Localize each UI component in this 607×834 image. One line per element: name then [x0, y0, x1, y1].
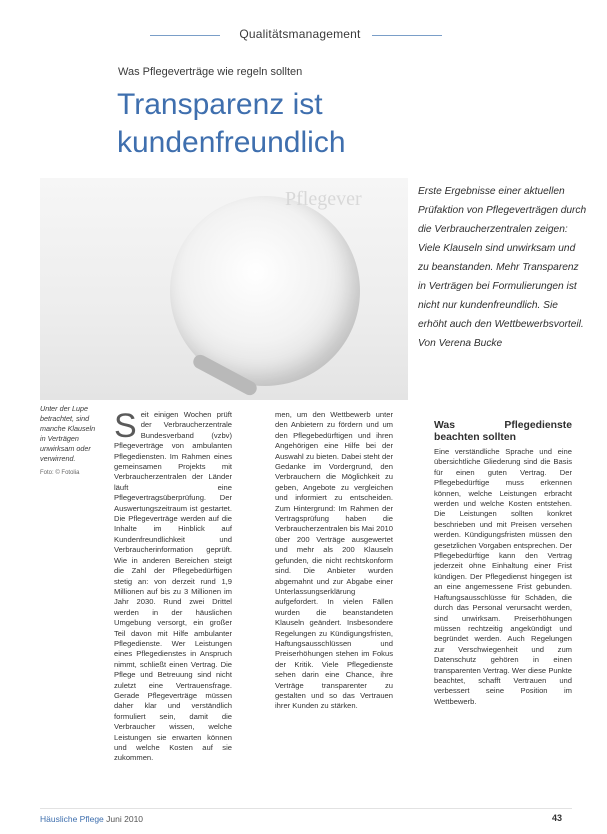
body-column-1-text: eit einigen Wochen prüft der Verbraucherzentrale Bundesverband (vzbv) Pflegeverträge von ambulanten Pflegediensten. Im Rahmen eines gemeinsamen Projekts mit Verbraucherzentralen der Länder läuft eine Pflegevertragsüberprüfung. Der Auswertungszeitraum ist gestartet. Die Pflegeverträge werden auf die Inhalte im Hinblick auf Kundenfreundlichkeit und Verbraucherinformation geprüft. Wie in anderen Bereichen steigt die Zahl der Pflegebedürftigen stetig an: von derzeit rund 1,9 Millionen auf bis zu 3 Millionen im Jahr 2030. Rund zwei Drittel werden in der häuslichen Umgebung versorgt, ein großer Teil davon mit Hilfe ambulanter Pflegedienste. Wer Leistungen eines Pflegedienstes in Anspruch nimmt, schließt einen Vertrag. Die Pflege und Betreuung sind nicht zuletzt eine Vertrauensfrage. Gerade Pflegeverträge müssen daher klar und verständlich formuliert sein, damit die Verbraucher wissen, welche Leistungen sie erwarten können und welche Kosten auf sie zukommen. — [114, 410, 232, 763]
article-kicker: Was Pflegeverträge wie regeln sollten — [118, 66, 303, 78]
photo-background-text: Pflegever — [285, 188, 362, 210]
photo-credit: Foto: © Fotolia — [40, 470, 80, 476]
body-column-1 — [114, 407, 232, 764]
article-headline — [117, 86, 447, 162]
magnifying-glass-photo — [40, 178, 408, 400]
headline-line-2: kundenfreundlich — [117, 126, 346, 159]
article-lede — [418, 182, 588, 353]
body-column-2 — [275, 410, 393, 712]
section-subhead: Was Pflegedienste beachten sollten — [434, 420, 572, 443]
page-number: 43 — [552, 813, 563, 823]
drop-cap: S — [114, 407, 137, 445]
article-byline: Von Verena Bucke — [418, 338, 503, 349]
section-rule-left — [150, 35, 220, 36]
issue-date: Juni 2010 — [106, 814, 144, 824]
magazine-name: Häusliche Pflege — [40, 814, 104, 824]
body-column-2-text: men, um den Wettbewerb unter den Anbietern zu fördern und um den Pflegebedürftigen und ihren Angehörigen eine Hilfe bei der Auswahl zu bieten. Dabei steht der Gedanke im Vordergrund, den Verbrauchern die Möglichkeit zu geben, Angebote zu vergleichen und informiert zu entscheiden. Zum Hintergrund: Im Rahmen der Vertragsprüfung haben die Verbraucherzentralen bis Mai 2010 über 200 Verträge ausgewertet und mehr als 200 Klauseln gefunden, die nicht rechtskonform sind. Die Anbieter wurden abgemahnt und zur Abgabe einer Unterlassungserklärung aufgefordert. In vielen Fällen wurden die beanstandeten Klauseln geändert. Insbesondere Regelungen zu Kündigungsfristen, Haftungsausschlüssen und Preiserhöhungen stehen im Fokus der Kritik. Viele Pflegedienste sehen darin eine Chance, ihre Verträge transparenter zu gestalten und so das Vertrauen ihrer Kunden zu stärken. — [275, 410, 393, 711]
footer-publication — [40, 814, 143, 824]
caption-text: Unter der Lupe betrachtet, sind manche Klauseln in Verträgen unwirksam oder verwirrend. — [40, 404, 96, 463]
body-column-3 — [434, 420, 572, 707]
section-label: Qualitätsmanagement — [239, 27, 361, 41]
lede-text: Erste Ergebnisse einer aktuellen Prüfaktion von Pflegeverträgen durch die Verbraucherzentralen zeigen: Viele Klauseln sind unwirksam und zu beanstanden. Mehr Transparenz in Verträgen bei Formulierungen ist nicht nur kundenfreundlich. Sie erhöht auch den Wettbewerbsvorteil. — [418, 186, 587, 330]
section-rule-right — [372, 35, 442, 36]
photo-caption — [40, 404, 102, 478]
footer-rule — [40, 808, 572, 809]
headline-line-1: Transparenz ist — [117, 88, 323, 121]
body-column-3-text: Eine verständliche Sprache und eine übersichtliche Gliederung sind die Basis für einen guten Vertrag. Der Pflegebedürftige muss erkennen können, welche Leistungen erbracht werden und welche Kosten entstehen. Die Leistungen sollten konkret beschrieben und mit Preisen versehen werden. Kündigungsfristen müssen den gesetzlichen Vorgaben entsprechen. Der Pflegebedürftige kann den Vertrag jederzeit ohne Einhaltung einer Frist kündigen. Der Pflegedienst hingegen ist an eine angemessene Frist gebunden. Haftungsausschlüsse für Schäden, die durch das Personal verursacht werden, sind unwirksam. Preiserhöhungen müssen rechtzeitig angekündigt und begründet werden. Auch Regelungen zur Verschwiegenheit und zum Datenschutz gehören in einen transparenten Vertrag. Wer diese Punkte beachtet, schafft Vertrauen und verbessert seine Position im Wettbewerb. — [434, 447, 572, 706]
